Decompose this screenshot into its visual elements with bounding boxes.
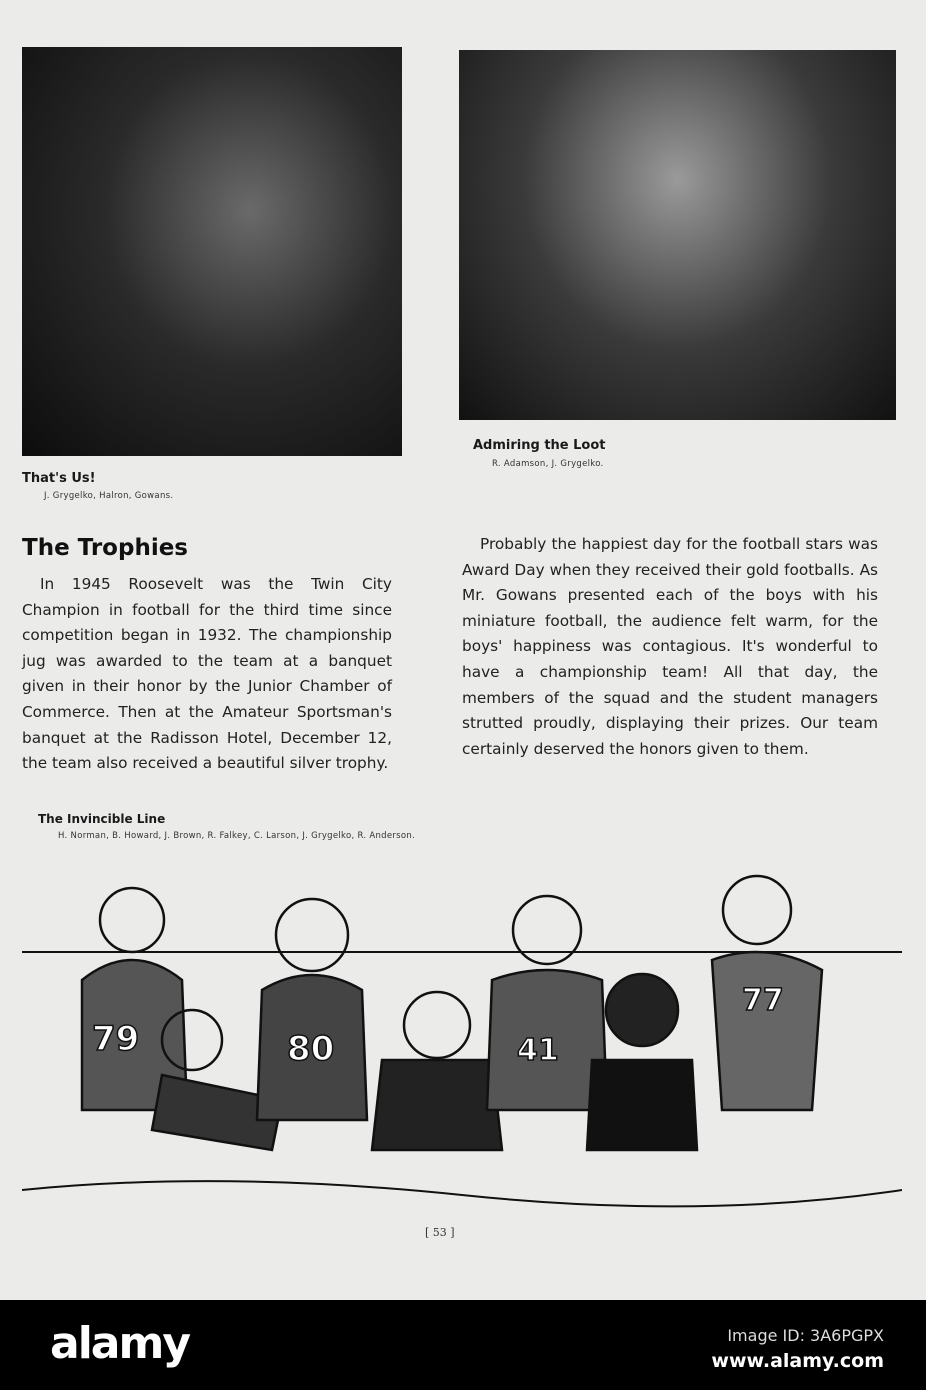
jersey-number: 79 xyxy=(92,1019,140,1059)
cartoon-caption-names: H. Norman, B. Howard, J. Brown, R. Falkey, C. Larson, J. Grygelko, R. Anderson. xyxy=(58,831,416,841)
photo-thats-us xyxy=(22,47,402,456)
cartoon-illustration xyxy=(22,860,902,1220)
photo-caption-names: R. Adamson, J. Grygelko. xyxy=(492,459,604,469)
watermark-image-id: Image ID: 3A6PGPX xyxy=(727,1326,884,1345)
photo-caption-title: That's Us! xyxy=(22,471,96,486)
article-paragraph: In 1945 Roosevelt was the Twin City Champion in football for the third time since competition began in 1932. The championship jug was awarded to the team at a banquet given in their honor by the Junior Chamber of Commerce. Then at the Amateur Sportsman's banquet at the Radisson Hotel, December 12, the team also received a beautiful silver trophy. xyxy=(22,575,392,773)
jersey-number: 80 xyxy=(287,1029,335,1069)
photo-caption-names: J. Grygelko, Halron, Gowans. xyxy=(44,491,174,501)
article-paragraph: Probably the happiest day for the football stars was Award Day when they received their gold footballs. As Mr. Gowans presented each of the boys with his miniature football, the audience felt warm, for the boys' happiness was contagious. It's wonderful to have a championship team! All that day, the members of the squad and the student managers strutted proudly, displaying their prizes. Our team certainly deserved the honors given to them. xyxy=(462,535,878,758)
watermark-url: www.alamy.com xyxy=(711,1350,884,1372)
player-figure xyxy=(487,896,607,1110)
player-figure xyxy=(257,899,367,1120)
jersey-number: 41 xyxy=(517,1033,559,1068)
photo-caption-title: Admiring the Loot xyxy=(473,438,606,453)
photo-admiring-the-loot xyxy=(459,50,896,420)
jersey-number: 77 xyxy=(742,983,784,1018)
article-heading: The Trophies xyxy=(22,535,188,561)
page-number: [ 53 ] xyxy=(425,1226,455,1239)
player-figure xyxy=(372,992,502,1150)
watermark-logo: alamy xyxy=(50,1318,189,1369)
cartoon-caption-title: The Invincible Line xyxy=(38,812,166,826)
